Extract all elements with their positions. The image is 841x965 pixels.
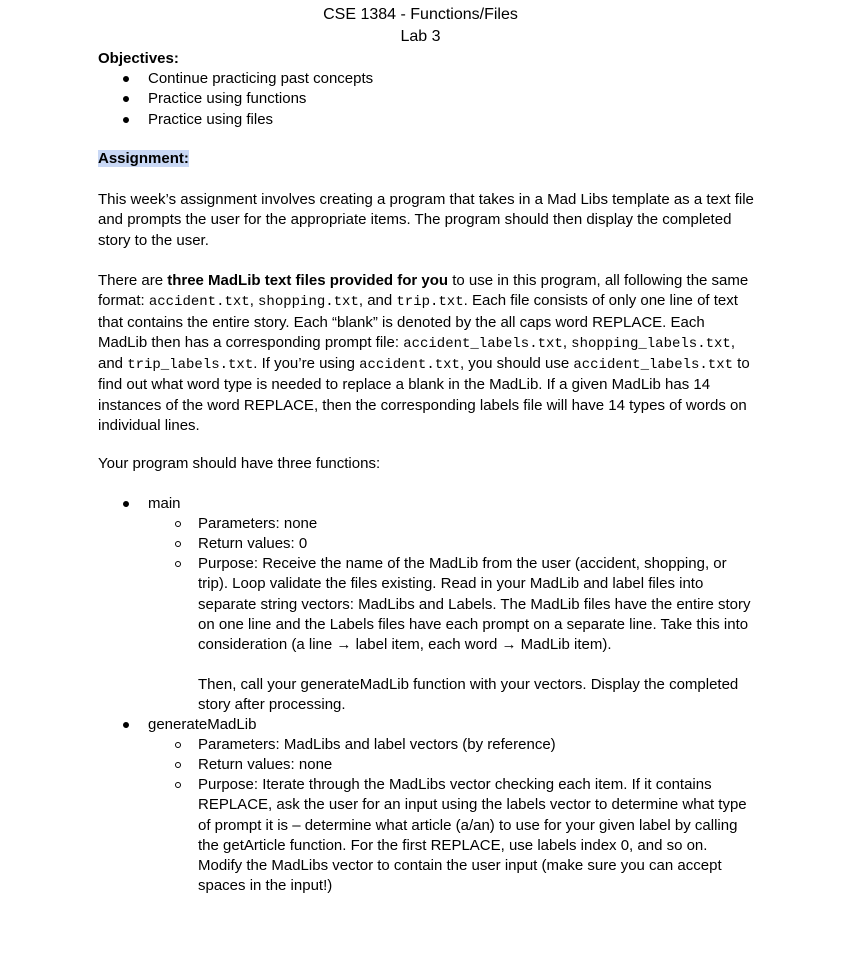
main-purpose: Purpose: Receive the name of the MadLib from the user (accident, shopping, or trip). Loop validate the files existing. Read in your MadLib and label files into separate string vectors: MadLibs and Labels. The MadLib files have the entire story on one line and the Labels files have each prompt on a separate line. Take this into consideration (a line → label item, each word → MadLib item). xyxy=(198,555,751,654)
files-paragraph: There are three MadLib text files provided for you to use in this program, all following the same format: accident.txt, shopping.txt, and trip.txt. Each file consists of only one line of text that contains the entire story. Each “blank” is denoted by the all caps word REPLACE. Each MadLib then has a corresponding prompt file: accident_labels.txt, shopping_labels.txt, and trip_labels.txt. If you’re using accident.txt, you should use accident_labels.txt to find out what word type is needed to replace a blank in the MadLib. If a given MadLib has 14 instances of the word REPLACE, then the corresponding labels file will have 14 types of words on individual lines. xyxy=(98,272,750,435)
objectives-heading: Objectives: xyxy=(98,50,179,67)
filename-code: accident_labels.txt xyxy=(573,357,734,374)
filename-code: accident.txt xyxy=(359,357,460,374)
intro-paragraph: This week’s assignment involves creating a program that takes in a Mad Libs template as a text file and prompts the user for the appropriate items. The program should then display the completed story to the user. xyxy=(98,191,754,249)
sub-bullet-icon xyxy=(175,742,181,748)
filename-code: accident_labels.txt xyxy=(403,335,563,352)
sub-bullet-icon xyxy=(175,541,181,547)
generate-parameters: Parameters: MadLibs and label vectors (by reference) xyxy=(198,736,556,753)
emphasis-text: three MadLib text files provided for you xyxy=(167,272,449,289)
page-subtitle: Lab 3 xyxy=(400,28,441,45)
objectives-list xyxy=(148,69,373,130)
main-parameters: Parameters: none xyxy=(198,515,318,532)
list-item: Practice using files xyxy=(148,110,373,130)
main-purpose-continued: Then, call your generateMadLib function with your vectors. Display the completed story after processing. xyxy=(198,676,739,714)
list-item: Practice using functions xyxy=(148,89,373,109)
bullet-icon xyxy=(123,76,129,82)
filename-code: accident.txt xyxy=(148,294,250,311)
filename-code: trip.txt xyxy=(396,294,464,311)
sub-bullet-icon xyxy=(175,762,181,768)
bullet-icon xyxy=(123,96,129,102)
sub-bullet-icon xyxy=(175,561,181,567)
page-title: CSE 1384 - Functions/Files xyxy=(323,6,518,23)
bullet-icon xyxy=(123,117,129,123)
sub-bullet-icon xyxy=(175,521,181,527)
generate-purpose: Purpose: Iterate through the MadLibs vector checking each item. If it contains REPLACE, ask the user for an input using the labels vector to determine what type of prompt it is – determine what article (a/an) to use for your given label by calling the getArticle function. For the first REPLACE, use labels index 0, and so on. Modify the MadLibs vector to contain the user input (make sure you can accept spaces in the input!) xyxy=(198,776,747,895)
filename-code: trip_labels.txt xyxy=(127,357,254,374)
bullet-icon xyxy=(123,722,129,728)
list-item: Continue practicing past concepts xyxy=(148,69,373,89)
filename-code: shopping.txt xyxy=(258,294,359,311)
generate-return-values: Return values: none xyxy=(198,756,333,773)
assignment-heading xyxy=(98,150,189,167)
functions-intro: Your program should have three functions: xyxy=(98,455,381,472)
function-name-main: main xyxy=(148,495,181,512)
bullet-icon xyxy=(123,501,129,507)
main-return-values: Return values: 0 xyxy=(198,535,308,552)
sub-bullet-icon xyxy=(175,782,181,788)
function-name-generate-madlib: generateMadLib xyxy=(148,716,257,733)
text-selection-highlight: Assignment: xyxy=(98,150,189,167)
filename-code: shopping_labels.txt xyxy=(571,335,731,352)
